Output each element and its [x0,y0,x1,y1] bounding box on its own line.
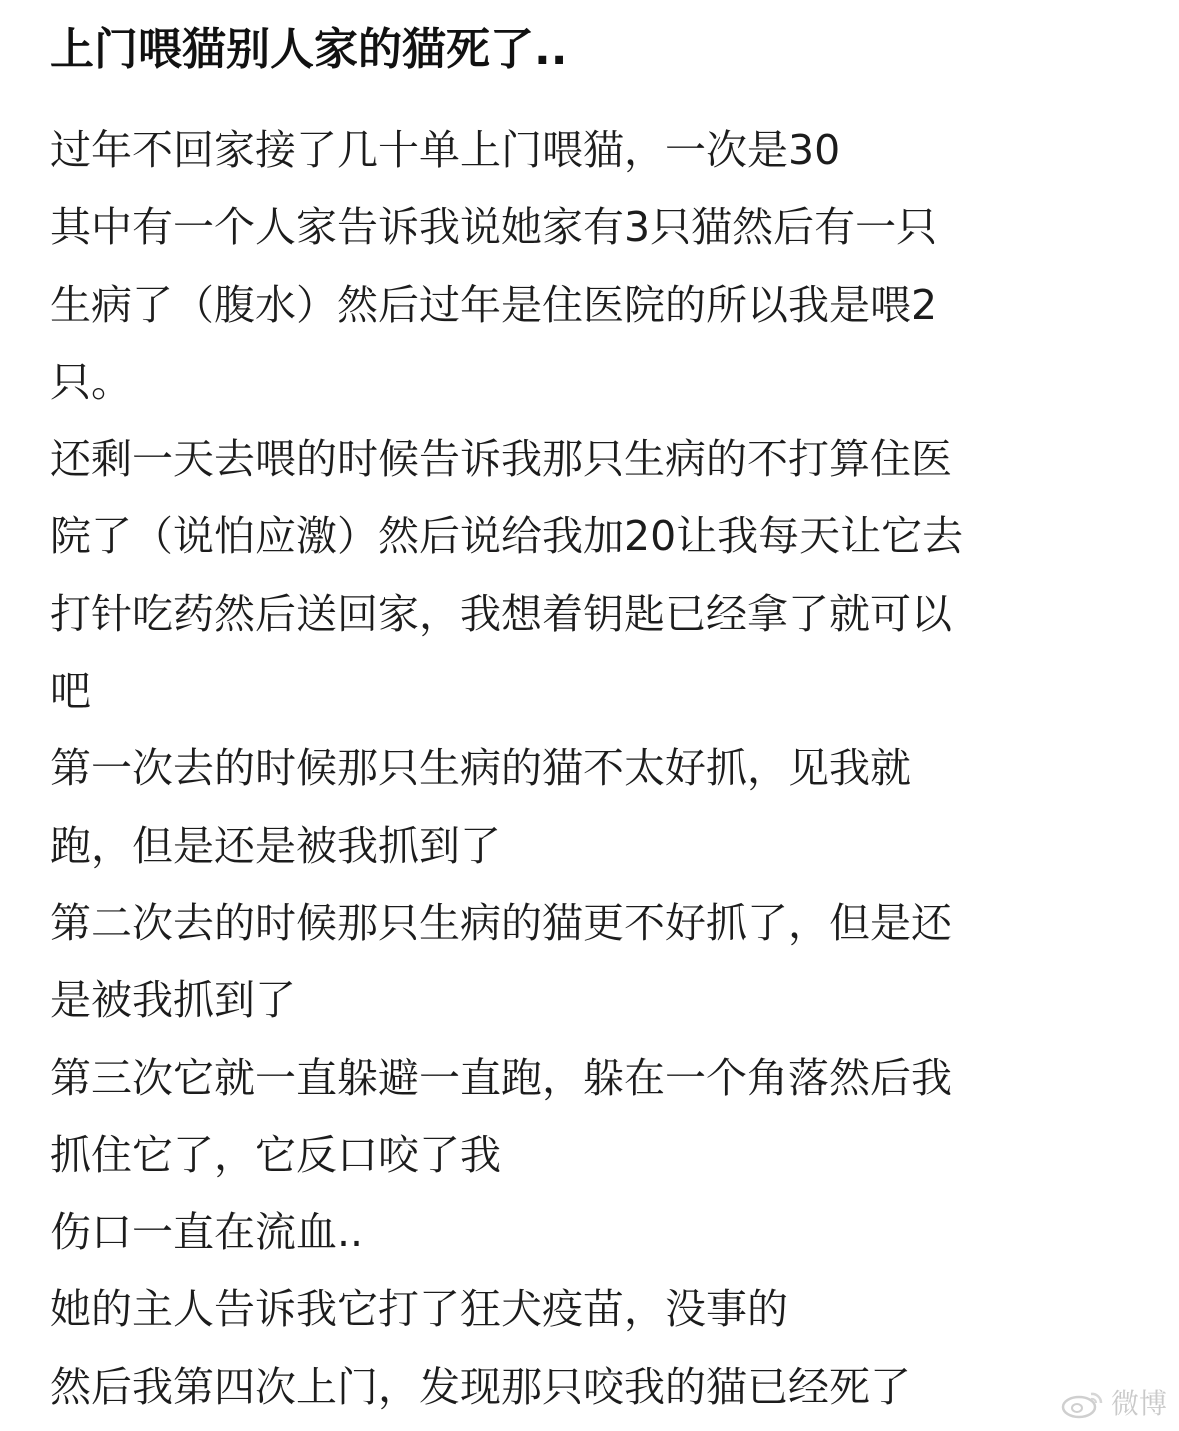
post-title: 上门喂猫别人家的猫死了.. [50,24,568,75]
body-line: 吧 [50,667,91,716]
body-line: 跑，但是还是被我抓到了 [50,821,501,870]
body-line: 只。 [50,357,132,406]
body-line: 她的主人告诉我它打了狂犬疫苗，没事的 [50,1285,788,1334]
body-line: 其中有一个人家告诉我说她家有3只猫然后有一只 [50,203,938,252]
body-line: 第一次去的时候那只生病的猫不太好抓，见我就 [50,744,911,793]
body-line: 还剩一天去喂的时候告诉我那只生病的不打算住医 [50,435,952,484]
post-body [50,112,1140,1426]
body-line: 抓住它了，它反口咬了我 [50,1130,501,1179]
body-line: 伤口一直在流血.. [50,1208,364,1257]
weibo-watermark [1061,1387,1167,1421]
body-line: 院了（说怕应激）然后说给我加20让我每天让它去 [50,512,964,561]
weibo-logo-icon [1061,1389,1105,1419]
body-line: 是被我抓到了 [50,976,296,1025]
body-line: 过年不回家接了几十单上门喂猫，一次是30 [50,126,841,174]
body-line: 第三次它就一直躲避一直跑，躲在一个角落然后我 [50,1053,952,1102]
body-line: 打针吃药然后送回家，我想着钥匙已经拿了就可以 [50,589,952,638]
body-line: 第二次去的时候那只生病的猫更不好抓了，但是还 [50,898,952,947]
body-line: 然后我第四次上门，发现那只咬我的猫已经死了 [50,1362,911,1411]
body-line: 生病了（腹水）然后过年是住医院的所以我是喂2 [50,280,938,329]
watermark-text: 微博 [1110,1387,1167,1420]
